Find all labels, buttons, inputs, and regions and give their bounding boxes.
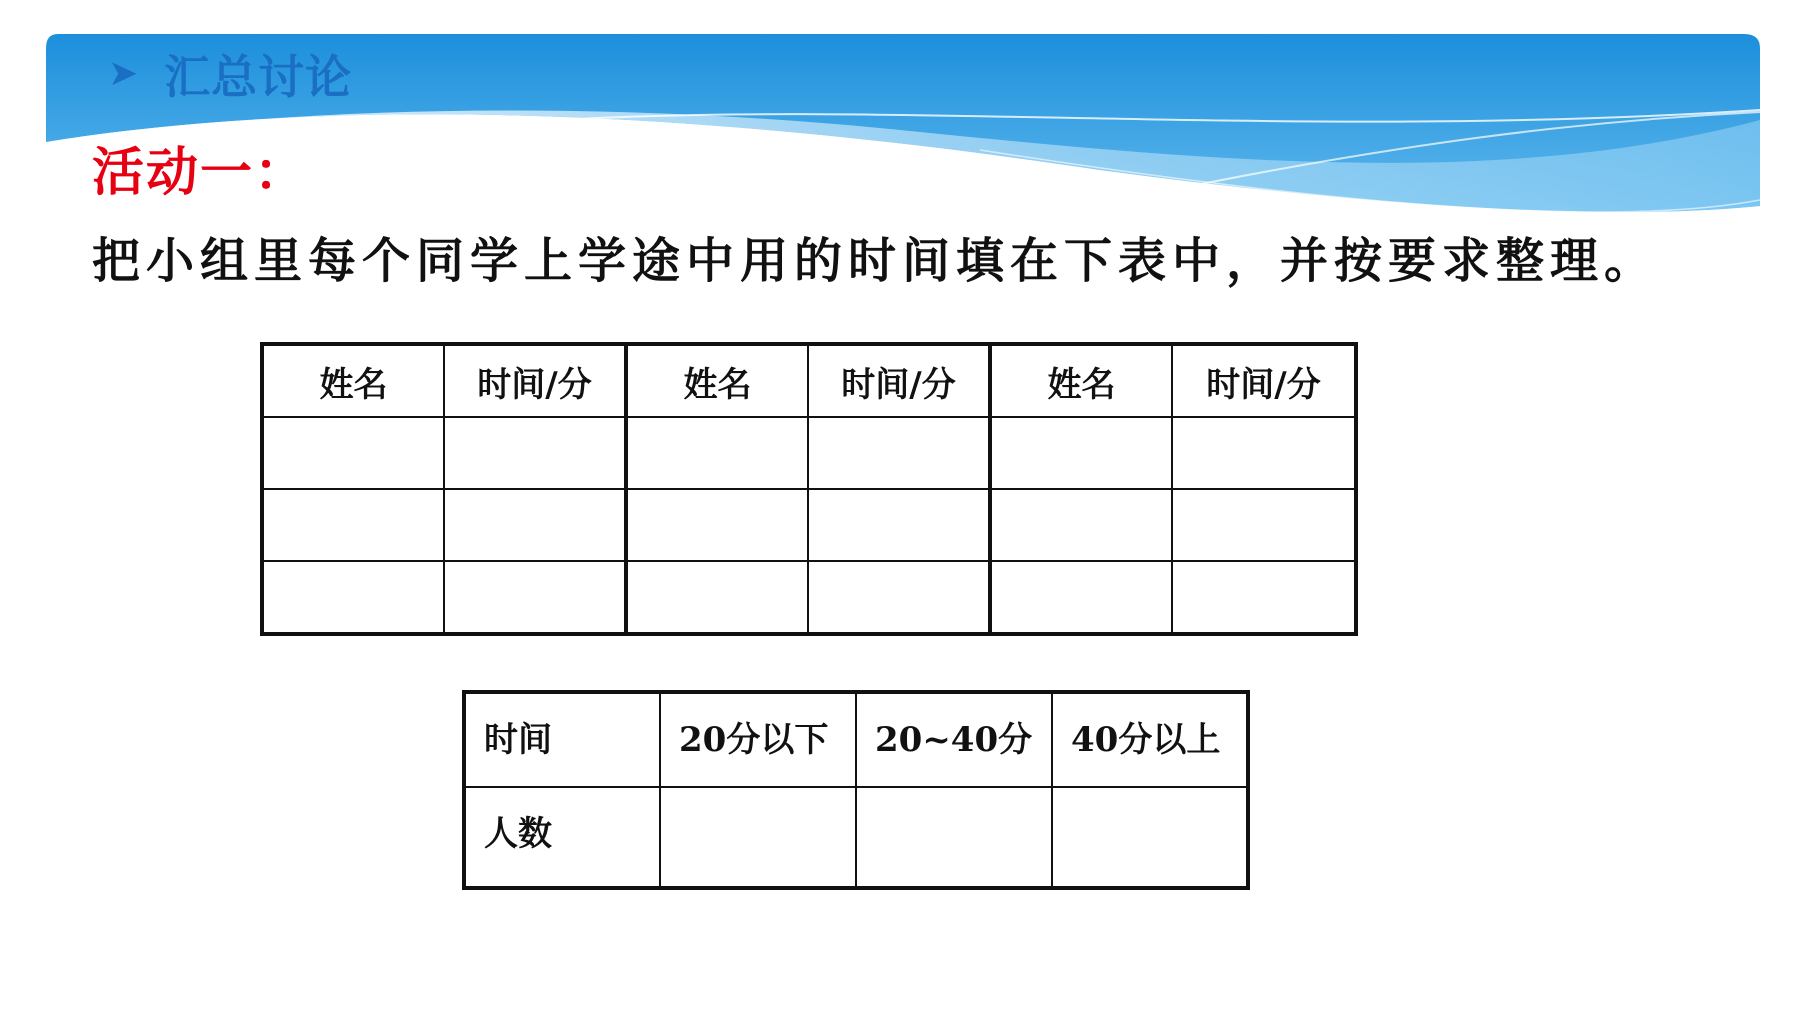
row-label-count: 人数	[464, 787, 660, 888]
blank-cell[interactable]	[626, 561, 808, 634]
header-cell-time: 时间/分	[808, 344, 990, 417]
summary-header-row	[464, 692, 1248, 787]
blank-cell[interactable]	[808, 417, 990, 489]
table-row	[262, 417, 1356, 489]
blank-cell[interactable]	[990, 417, 1172, 489]
section-header	[108, 44, 352, 104]
blank-cell[interactable]	[444, 489, 626, 561]
blank-cell[interactable]	[1052, 787, 1248, 888]
blank-cell[interactable]	[262, 489, 444, 561]
blank-cell[interactable]	[808, 489, 990, 561]
header-cell-time: 时间/分	[1172, 344, 1356, 417]
blank-cell[interactable]	[262, 561, 444, 634]
range-20-40: 20~40分	[856, 692, 1052, 787]
section-title: 汇总讨论	[164, 50, 353, 104]
blank-cell[interactable]	[856, 787, 1052, 888]
range-under-20: 20分以下	[660, 692, 856, 787]
blank-cell[interactable]	[808, 561, 990, 634]
record-header-row	[262, 344, 1356, 417]
summary-table	[462, 690, 1250, 890]
blank-cell[interactable]	[626, 489, 808, 561]
record-table	[260, 342, 1358, 636]
header-cell-name: 姓名	[990, 344, 1172, 417]
blank-cell[interactable]	[1172, 417, 1356, 489]
activity-title: 活动一：	[92, 143, 309, 203]
arrow-right-icon: ➤	[108, 53, 139, 94]
header-cell-name: 姓名	[262, 344, 444, 417]
range-over-40: 40分以上	[1052, 692, 1248, 787]
summary-count-row	[464, 787, 1248, 888]
blank-cell[interactable]	[990, 489, 1172, 561]
table-row	[262, 561, 1356, 634]
blank-cell[interactable]	[444, 417, 626, 489]
blank-cell[interactable]	[1172, 561, 1356, 634]
row-label-time: 时间	[464, 692, 660, 787]
table-row	[262, 489, 1356, 561]
header-cell-name: 姓名	[626, 344, 808, 417]
blank-cell[interactable]	[626, 417, 808, 489]
blank-cell[interactable]	[990, 561, 1172, 634]
blank-cell[interactable]	[1172, 489, 1356, 561]
blank-cell[interactable]	[262, 417, 444, 489]
blank-cell[interactable]	[444, 561, 626, 634]
header-cell-time: 时间/分	[444, 344, 626, 417]
blank-cell[interactable]	[660, 787, 856, 888]
instruction-text: 把小组里每个同学上学途中用的时间填在下表中，并按要求整理。	[92, 233, 1659, 289]
